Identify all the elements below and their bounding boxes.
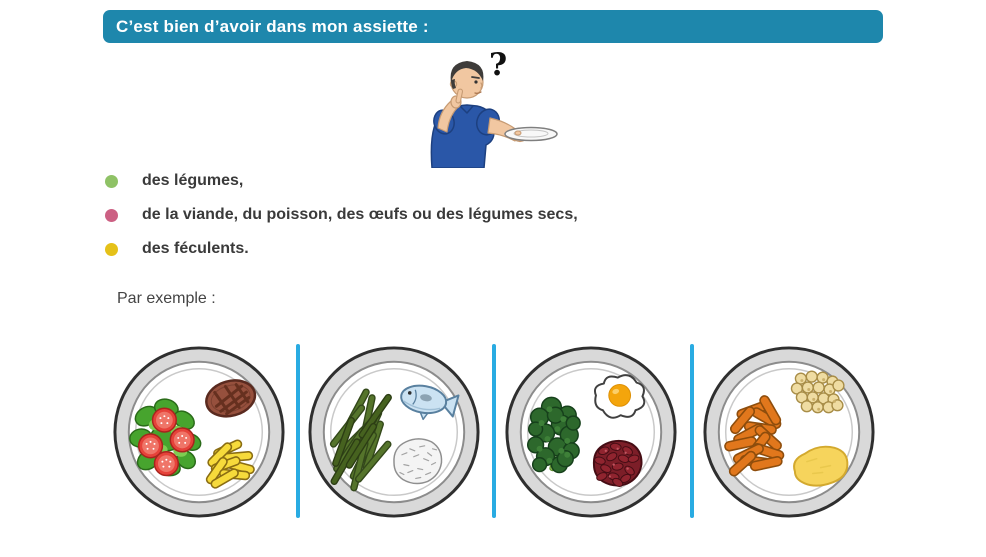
bullet-list (103, 164, 578, 266)
rice-icon (394, 439, 442, 484)
bullet-dot-yellow (105, 243, 118, 256)
question-mark: ? (489, 47, 508, 83)
plate-3-drawing (502, 343, 680, 521)
example-plate-4 (700, 343, 878, 521)
header-bar (103, 10, 883, 43)
bullet-label: des féculents. (142, 240, 249, 257)
examples-intro: Par exemple : (117, 290, 216, 307)
bullet-label: de la viande, du poisson, des œufs ou des légumes secs, (142, 206, 578, 223)
bullet-dot-pink (105, 209, 118, 222)
plate-divider (492, 344, 496, 518)
bullet-label: des légumes, (142, 172, 244, 189)
plate-divider (690, 344, 694, 518)
plate-2-drawing (305, 343, 483, 521)
bullet-item-legumes (103, 164, 578, 198)
plate-4-drawing (700, 343, 878, 521)
plate-1-drawing (110, 343, 288, 521)
bullet-item-feculents (103, 232, 578, 266)
broccoli-icon (528, 397, 580, 472)
bullet-item-proteines (103, 198, 578, 232)
bullet-dot-green (105, 175, 118, 188)
example-plate-1 (110, 343, 288, 521)
page-title: C’est bien d’avoir dans mon assiette : (116, 16, 429, 36)
plate-divider (296, 344, 300, 518)
example-plate-2 (305, 343, 483, 521)
example-plate-3 (502, 343, 680, 521)
